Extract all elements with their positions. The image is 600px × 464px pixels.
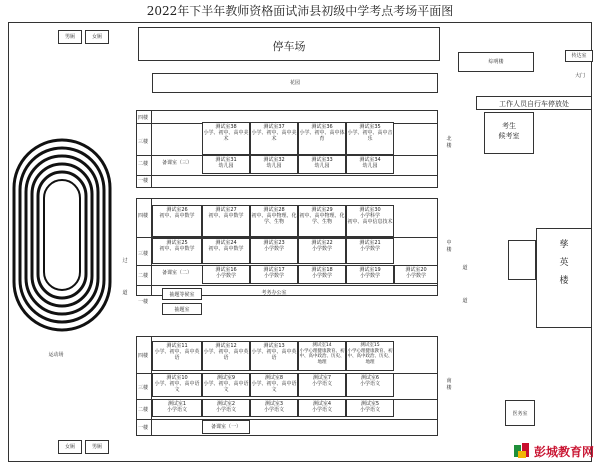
exam-office: 考务办公室 (261, 290, 287, 296)
room-35: 测试室35 小学、初中、高中音乐 (346, 122, 394, 155)
north-floor-4: 四楼 (138, 115, 149, 121)
map-title: 2022年下半年教师资格面试沛县初级中学考点考场平面图 (146, 4, 454, 18)
north-floor-3: 三楼 (138, 139, 149, 145)
room-33: 测试室33 幼儿园 (298, 155, 346, 174)
room-30: 测试室30 小学科学 初中、高中信息技术 (346, 205, 394, 237)
middle-floor-1: 一楼 (138, 299, 149, 305)
room-26: 测试室26 初中、高中数学 (152, 205, 202, 237)
middle-floor-4: 四楼 (138, 213, 149, 219)
room-19: 测试室19 小学数学 (346, 265, 394, 284)
room-12: 测试室12 小学、初中、高中英语 (202, 341, 250, 371)
room-32: 测试室32 幼儿园 (250, 155, 298, 174)
room-9: 测试室9 小学、初中、高中语文 (202, 373, 250, 397)
room-6: 测试室6 小学语文 (346, 373, 394, 397)
complex-building: 综明楼 (458, 52, 534, 72)
room-10: 测试室10 小学、初中、高中语文 (152, 373, 202, 397)
room-31: 测试室31 幼儿园 (202, 155, 250, 174)
male-toilet-bottom: 男厕 (85, 440, 109, 454)
room-25: 测试室25 初中、高中数学 (152, 238, 202, 264)
room-17: 测试室17 小学数学 (250, 265, 298, 284)
room-3: 测试室3 小学语文 (250, 399, 298, 417)
middle-building-label: 中 楼 (446, 240, 452, 253)
parking-label: 停车场 (272, 40, 306, 53)
room-22: 测试室22 小学数学 (298, 238, 346, 264)
draw-lot-waiting-room: 抽题等候室 (162, 288, 202, 300)
room-38: 测试室38 小学、初中、高中美术 (202, 122, 250, 155)
north-floor-2: 二楼 (138, 161, 149, 167)
room-4: 测试室4 小学语文 (298, 399, 346, 417)
ying-building-label: 孳 英 楼 (559, 240, 569, 286)
room-2: 测试室2 小学语文 (202, 399, 250, 417)
clinic: 医务室 (505, 400, 535, 426)
room-16: 测试室16 小学数学 (202, 265, 250, 284)
room-21: 测试室21 小学数学 (346, 238, 394, 264)
south-floor-1: 一楼 (138, 425, 149, 431)
candidate-waiting-label: 考生 候考室 (498, 122, 520, 140)
sports-field-label: 运动场 (48, 352, 64, 358)
room-13: 测试室13 小学、初中、高中英语 (250, 341, 298, 371)
room-7: 测试室7 小学语文 (298, 373, 346, 397)
guard-room: 传达室 (565, 50, 593, 62)
middle-floor-3: 三楼 (138, 251, 149, 257)
middle-floor-2: 二楼 (138, 273, 149, 279)
room-28: 测试室28 初中、高中物理、化学、生物 (250, 205, 298, 237)
room-14: 测试室14 小学心理健康教育、初中、高中政治、历史、地理 (298, 341, 346, 371)
watermark (512, 440, 598, 462)
south-floor-2: 二楼 (138, 407, 149, 413)
room-1: 测试室1 小学语文 (152, 399, 202, 417)
main-gate: 大门 (574, 73, 585, 79)
room-36: 测试室36 小学、初中、高中体育 (298, 122, 346, 155)
room-23: 测试室23 小学数学 (250, 238, 298, 264)
room-11: 测试室11 小学、初中、高中英语 (152, 341, 202, 371)
room-34: 测试室34 幼儿园 (346, 155, 394, 174)
prep-room-3: 备课室（三） (161, 160, 192, 166)
room-37: 测试室37 小学、初中、高中美术 (250, 122, 298, 155)
room-24: 测试室24 初中、高中数学 (202, 238, 250, 264)
female-toilet-bottom: 女厕 (58, 440, 82, 454)
road-right-label-2: 道 (462, 298, 468, 304)
draw-lot-room: 抽题室 (162, 303, 202, 315)
prep-room-2: 备课室（二） (161, 270, 192, 276)
room-8: 测试室8 小学、初中、高中语文 (250, 373, 298, 397)
south-floor-3: 三楼 (138, 385, 149, 391)
room-15: 测试室15 小学心理健康教育、初中、高中政治、历史、地理 (346, 341, 394, 371)
prep-room-1: 备课室（一） (202, 420, 250, 434)
room-18: 测试室18 小学数学 (298, 265, 346, 284)
watermark-text: 彭城教育网 (534, 445, 595, 459)
south-floor-4: 四楼 (138, 353, 149, 359)
female-toilet-top: 女厕 (85, 30, 109, 44)
room-27: 测试室27 初中、高中数学 (202, 205, 250, 237)
room-5: 测试室5 小学语文 (346, 399, 394, 417)
road-left-top: 过 (122, 258, 128, 264)
watermark-logo-icon (512, 441, 532, 461)
north-building-label: 北 楼 (446, 136, 452, 149)
south-building-label: 南 楼 (446, 378, 452, 391)
road-right-label-1: 道 (462, 265, 468, 271)
garden: 花园 (152, 73, 438, 93)
north-floor-1: 一楼 (138, 178, 149, 184)
room-20: 测试室20 小学数学 (394, 265, 438, 284)
staff-bike-shed: 工作人员自行车停放处 (476, 96, 592, 110)
male-toilet-top: 男厕 (58, 30, 82, 44)
room-29: 测试室29 初中、高中物理、化学、生物 (298, 205, 346, 237)
road-left-bottom: 道 (122, 290, 128, 296)
